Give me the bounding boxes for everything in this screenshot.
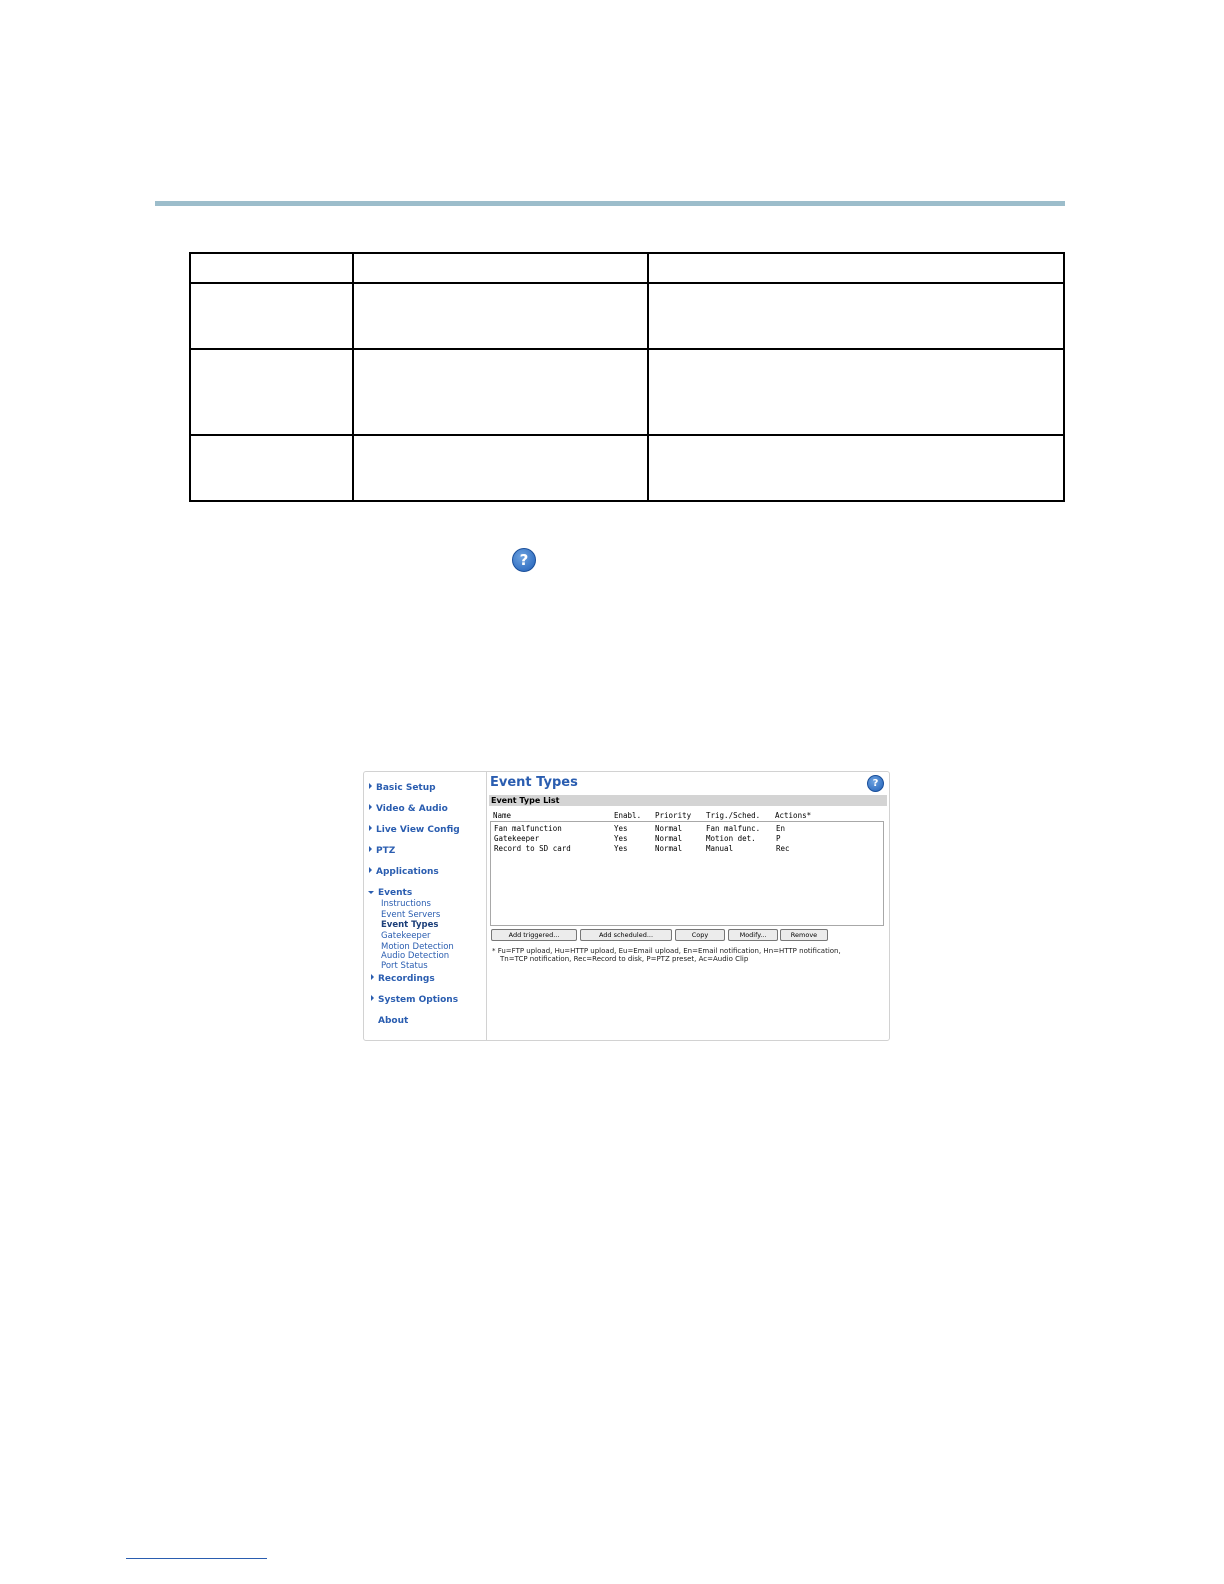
list-item-trigger: Motion det.: [706, 834, 756, 843]
sidebar-item-about[interactable]: About: [378, 1016, 409, 1026]
help-icon[interactable]: ?: [512, 548, 536, 572]
chevron-right-icon: [369, 846, 372, 852]
chevron-right-icon: [369, 783, 372, 789]
modify-button[interactable]: Modify...: [728, 929, 778, 941]
sidebar-item-system-options[interactable]: System Options: [371, 995, 458, 1005]
sidebar-subitem-port-status[interactable]: Port Status: [381, 961, 428, 971]
sidebar: [364, 772, 487, 1040]
column-header-enabled: Enabl.: [614, 811, 642, 820]
list-item-trigger: Manual: [706, 844, 734, 853]
page-title: Event Types: [490, 775, 578, 790]
header-rule: [155, 201, 1065, 206]
list-item-actions: Rec: [776, 844, 790, 853]
section-header: Event Type List: [489, 795, 887, 806]
column-header-actions: Actions*: [775, 811, 812, 820]
sidebar-subitem-event-types[interactable]: Event Types: [381, 920, 439, 930]
list-item[interactable]: Record to SD card: [494, 844, 571, 853]
list-item-enabled: Yes: [614, 834, 628, 843]
sidebar-item-events[interactable]: Events: [368, 888, 412, 898]
sidebar-item-live-view-config[interactable]: Live View Config: [369, 825, 460, 835]
list-item-priority: Normal: [655, 834, 683, 843]
table-row: [190, 253, 1064, 283]
table-row: [190, 349, 1064, 435]
list-item-priority: Normal: [655, 824, 683, 833]
sidebar-item-video-audio[interactable]: Video & Audio: [369, 804, 448, 814]
list-item-actions: P: [776, 834, 781, 843]
table-row: [190, 435, 1064, 501]
sidebar-subitem-instructions[interactable]: Instructions: [381, 899, 431, 909]
column-header-priority: Priority: [655, 811, 692, 820]
table-row: [190, 283, 1064, 349]
actions-footnote-line1: * Fu=FTP upload, Hu=HTTP upload, Eu=Email upload, En=Email notification, Hn=HTTP notification,: [492, 947, 841, 955]
list-item-enabled: Yes: [614, 844, 628, 853]
chevron-right-icon: [369, 867, 372, 873]
list-item-trigger: Fan malfunc.: [706, 824, 761, 833]
column-header-trigger: Trig./Sched.: [706, 811, 761, 820]
list-item-priority: Normal: [655, 844, 683, 853]
sidebar-item-basic-setup[interactable]: Basic Setup: [369, 783, 436, 793]
sidebar-subitem-motion-detection[interactable]: Motion Detection: [381, 942, 454, 952]
copy-button[interactable]: Copy: [675, 929, 725, 941]
remove-button[interactable]: Remove: [780, 929, 828, 941]
help-icon[interactable]: ?: [867, 775, 884, 792]
add-triggered-button[interactable]: Add triggered...: [491, 929, 577, 941]
event-type-list[interactable]: [490, 821, 884, 926]
list-item[interactable]: Gatekeeper: [494, 834, 540, 843]
chevron-right-icon: [371, 995, 374, 1001]
event-types-screenshot: [363, 771, 890, 1041]
chevron-right-icon: [369, 804, 372, 810]
sidebar-subitem-event-servers[interactable]: Event Servers: [381, 910, 441, 920]
sidebar-item-ptz[interactable]: PTZ: [369, 846, 395, 856]
column-header-name: Name: [493, 811, 512, 820]
list-item-actions: En: [776, 824, 786, 833]
sidebar-item-recordings[interactable]: Recordings: [371, 974, 435, 984]
sidebar-item-applications[interactable]: Applications: [369, 867, 439, 877]
sidebar-subitem-audio-detection[interactable]: Audio Detection: [381, 951, 450, 961]
chevron-down-icon: [368, 891, 374, 894]
list-item-enabled: Yes: [614, 824, 628, 833]
footnote-rule: [126, 1558, 267, 1559]
list-item[interactable]: Fan malfunction: [494, 824, 562, 833]
actions-footnote-line2: Tn=TCP notification, Rec=Record to disk, P=PTZ preset, Ac=Audio Clip: [500, 955, 749, 963]
chevron-right-icon: [371, 974, 374, 980]
sidebar-subitem-gatekeeper[interactable]: Gatekeeper: [381, 931, 431, 941]
chevron-right-icon: [369, 825, 372, 831]
add-scheduled-button[interactable]: Add scheduled...: [580, 929, 672, 941]
document-table: [189, 252, 1065, 502]
